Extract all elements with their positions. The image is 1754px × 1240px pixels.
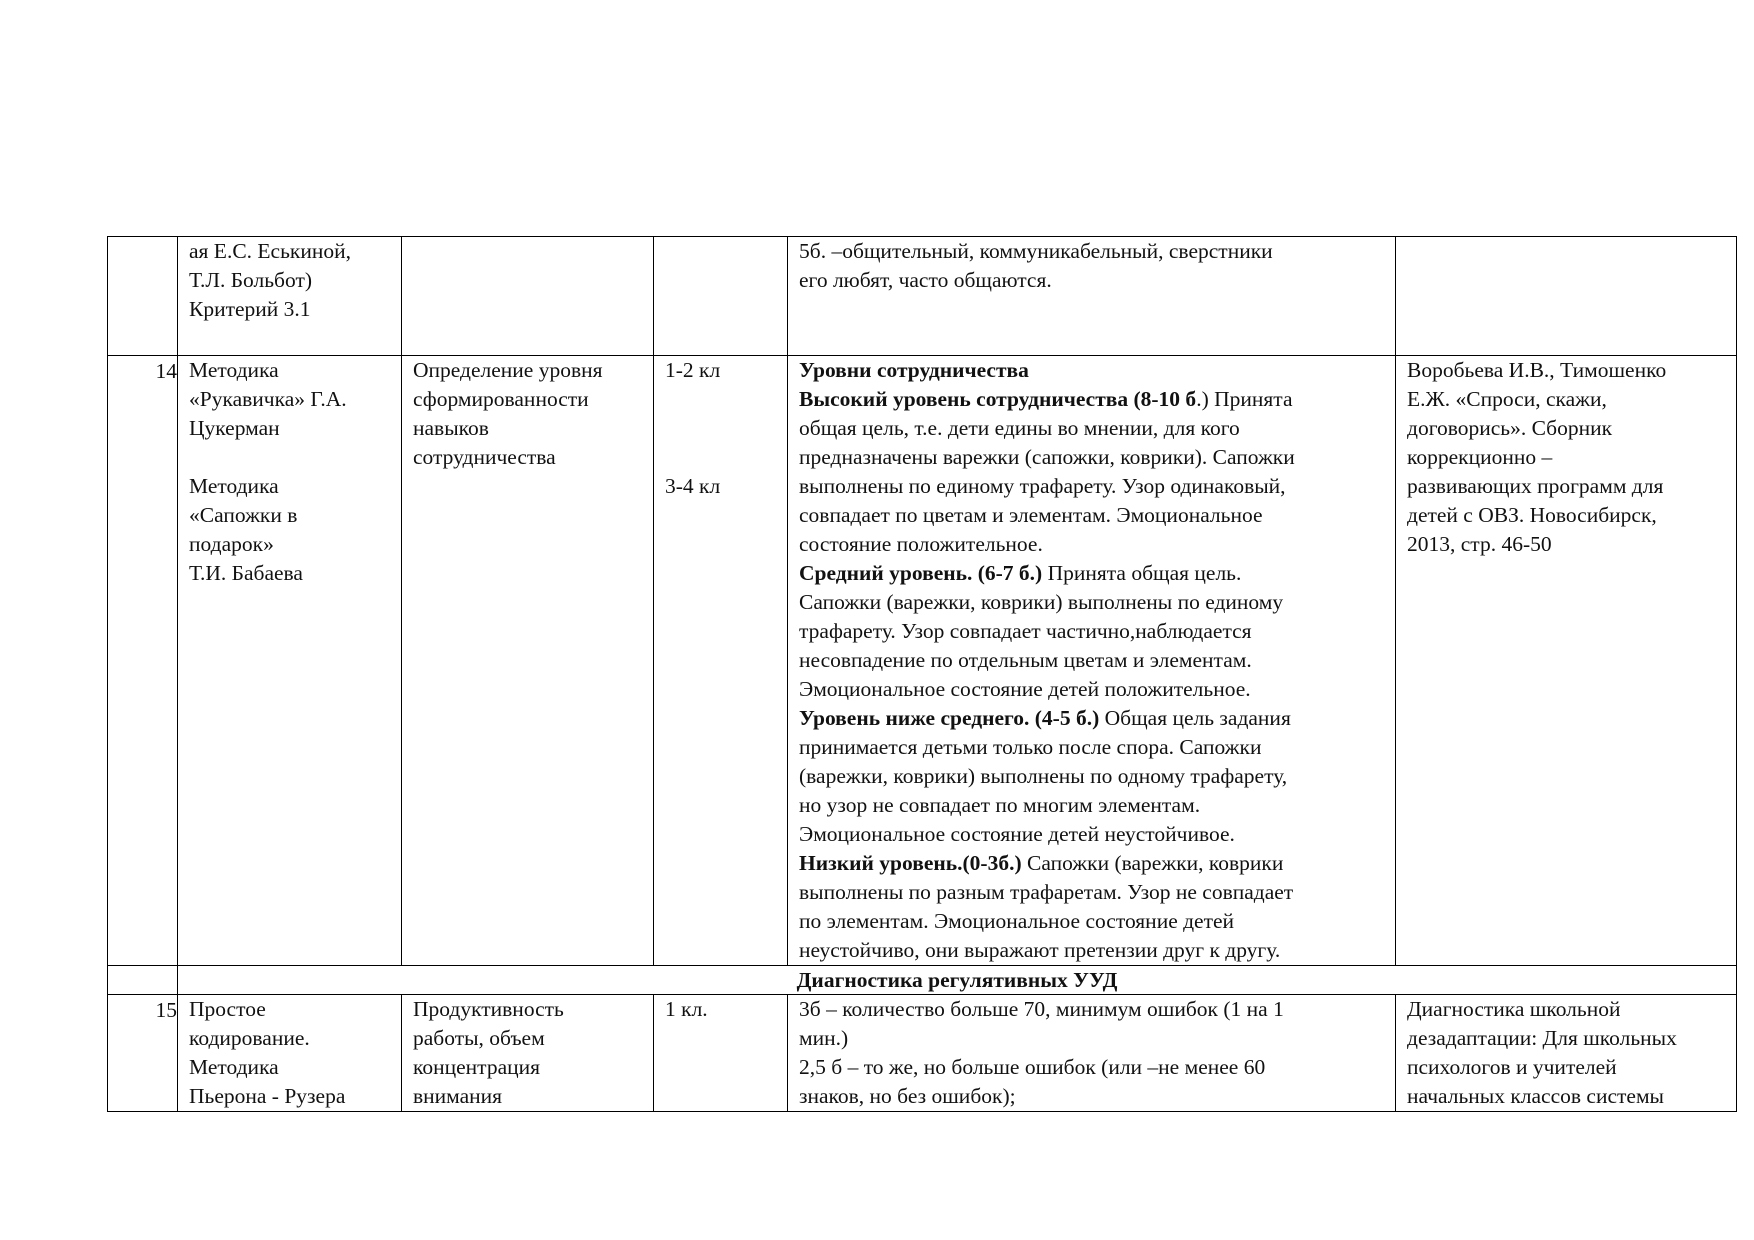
- result-line: [799, 559, 1389, 588]
- purpose-line: сотрудничества: [413, 445, 556, 469]
- cell-purpose: [402, 237, 654, 356]
- result-text: Принята общая цель.: [1042, 561, 1242, 585]
- result-line: но узор не совпадает по многим элементам.: [799, 793, 1201, 817]
- row-number: 15: [155, 998, 177, 1022]
- result-line: Эмоциональное состояние детей неустойчивое.: [799, 822, 1235, 846]
- spacer: [665, 443, 781, 472]
- result-line: [799, 385, 1389, 414]
- result-line: мин.): [799, 1026, 849, 1050]
- purpose-line: сформированности: [413, 387, 589, 411]
- table-row-15: [108, 995, 1737, 1112]
- below-level-label: Уровень ниже среднего. (4-5 б.): [799, 706, 1100, 730]
- source-line: развивающих программ для: [1407, 474, 1664, 498]
- source-line: психологов и учителей: [1407, 1055, 1617, 1079]
- source-line: дезадаптации: Для школьных: [1407, 1026, 1677, 1050]
- method-line: Простое: [189, 997, 266, 1021]
- result-line: неустойчиво, они выражают претензии друг к другу.: [799, 938, 1281, 962]
- cell-num: [108, 237, 178, 356]
- table-row-continued: [108, 237, 1737, 356]
- purpose-line: внимания: [413, 1084, 503, 1108]
- section-heading: Диагностика регулятивных УУД: [178, 966, 1737, 995]
- table-row-14: [108, 356, 1737, 966]
- result-line: совпадает по цветам и элементам. Эмоциональное: [799, 503, 1263, 527]
- cell-source: [1396, 356, 1737, 966]
- result-line: общая цель, т.е. дети едины во мнении, для кого: [799, 416, 1240, 440]
- result-line: [799, 704, 1389, 733]
- method-line: Методика: [189, 1055, 279, 1079]
- method-line: Методика: [189, 358, 279, 382]
- cell-source: [1396, 995, 1737, 1112]
- result-line: принимается детьми только после спора. Сапожки: [799, 735, 1262, 759]
- high-level-label: Высокий уровень сотрудничества (8-10 б: [799, 387, 1197, 411]
- result-line: состояние положительное.: [799, 532, 1043, 556]
- purpose-line: концентрация: [413, 1055, 541, 1079]
- result-line: выполнены по единому трафарету. Узор одинаковый,: [799, 474, 1286, 498]
- source-line: 2013, стр. 46-50: [1407, 532, 1552, 556]
- result-line: по элементам. Эмоциональное состояние детей: [799, 909, 1235, 933]
- cell-method: [178, 356, 402, 966]
- method-line: Цукерман: [189, 416, 280, 440]
- method-line: Пьерона - Рузера: [189, 1084, 346, 1108]
- levels-heading: [799, 356, 1389, 385]
- section-row: [108, 966, 1737, 995]
- source-line: Диагностика школьной: [1407, 997, 1621, 1021]
- result-line: 5б. –общительный, коммуникабельный, сверстники: [799, 239, 1273, 263]
- source-line: Е.Ж. «Спроси, скажи,: [1407, 387, 1607, 411]
- method-line: «Рукавичка» Г.А.: [189, 387, 347, 411]
- source-line: начальных классов системы: [1407, 1084, 1665, 1108]
- spacer: [665, 414, 781, 443]
- cell-class: [654, 995, 788, 1112]
- result-line: несовпадение по отдельным цветам и элементам.: [799, 648, 1252, 672]
- source-line: Воробьева И.В., Тимошенко: [1407, 358, 1667, 382]
- result-line: его любят, часто общаются.: [799, 268, 1052, 292]
- result-line: [799, 849, 1389, 878]
- cell-method: [178, 237, 402, 356]
- method-line: подарок»: [189, 532, 274, 556]
- method-line: Т.И. Бабаева: [189, 561, 303, 585]
- source-line: детей с ОВЗ. Новосибирск,: [1407, 503, 1657, 527]
- cell-class: [654, 237, 788, 356]
- cell-purpose: [402, 995, 654, 1112]
- diagnostics-table: [107, 236, 1737, 1112]
- cell-purpose: [402, 356, 654, 966]
- result-text: Сапожки (варежки, коврики: [1021, 851, 1284, 875]
- cell-method: [178, 995, 402, 1112]
- method-line: Т.Л. Больбот): [189, 268, 312, 292]
- purpose-line: навыков: [413, 416, 489, 440]
- result-line: предназначены варежки (сапожки, коврики). Сапожки: [799, 445, 1295, 469]
- class-label: 1-2 кл: [665, 358, 721, 382]
- result-line: трафарету. Узор совпадает частично,наблюдается: [799, 619, 1252, 643]
- high-level-label-tail: .): [1196, 387, 1209, 411]
- result-line: 3б – количество больше 70, минимум ошибок (1 на 1: [799, 997, 1284, 1021]
- method-line: ая Е.С. Еськиной,: [189, 239, 351, 263]
- result-line: знаков, но без ошибок);: [799, 1084, 1016, 1108]
- purpose-line: работы, объем: [413, 1026, 545, 1050]
- mid-level-label: Средний уровень. (6-7 б.): [799, 561, 1043, 585]
- cell-source: [1396, 237, 1737, 356]
- method-line: «Сапожки в: [189, 503, 298, 527]
- purpose-line: Продуктивность: [413, 997, 564, 1021]
- cell-result: [788, 356, 1396, 966]
- result-line: (варежки, коврики) выполнены по одному трафарету,: [799, 764, 1288, 788]
- result-line: 2,5 б – то же, но больше ошибок (или –не менее 60: [799, 1055, 1266, 1079]
- result-text: Общая цель задания: [1099, 706, 1291, 730]
- class-label: 1 кл.: [665, 997, 708, 1021]
- result-line: выполнены по разным трафаретам. Узор не совпадает: [799, 880, 1294, 904]
- spacer: [189, 443, 395, 472]
- purpose-line: Определение уровня: [413, 358, 603, 382]
- cell-num: [108, 995, 178, 1112]
- cell-result: [788, 237, 1396, 356]
- method-line: кодирование.: [189, 1026, 310, 1050]
- levels-heading-text: Уровни сотрудничества: [799, 358, 1029, 382]
- row-number: 14: [155, 359, 177, 383]
- cell-result: [788, 995, 1396, 1112]
- cell-num: [108, 966, 178, 995]
- source-line: коррекционно –: [1407, 445, 1553, 469]
- class-label: 3-4 кл: [665, 474, 721, 498]
- result-line: Сапожки (варежки, коврики) выполнены по единому: [799, 590, 1284, 614]
- source-line: договорись». Сборник: [1407, 416, 1613, 440]
- spacer: [665, 385, 781, 414]
- result-text: Принята: [1208, 387, 1293, 411]
- cell-num: [108, 356, 178, 966]
- cell-class: [654, 356, 788, 966]
- low-level-label: Низкий уровень.(0-3б.): [799, 851, 1022, 875]
- result-line: Эмоциональное состояние детей положительное.: [799, 677, 1251, 701]
- method-line: Критерий 3.1: [189, 297, 311, 321]
- method-line: Методика: [189, 474, 279, 498]
